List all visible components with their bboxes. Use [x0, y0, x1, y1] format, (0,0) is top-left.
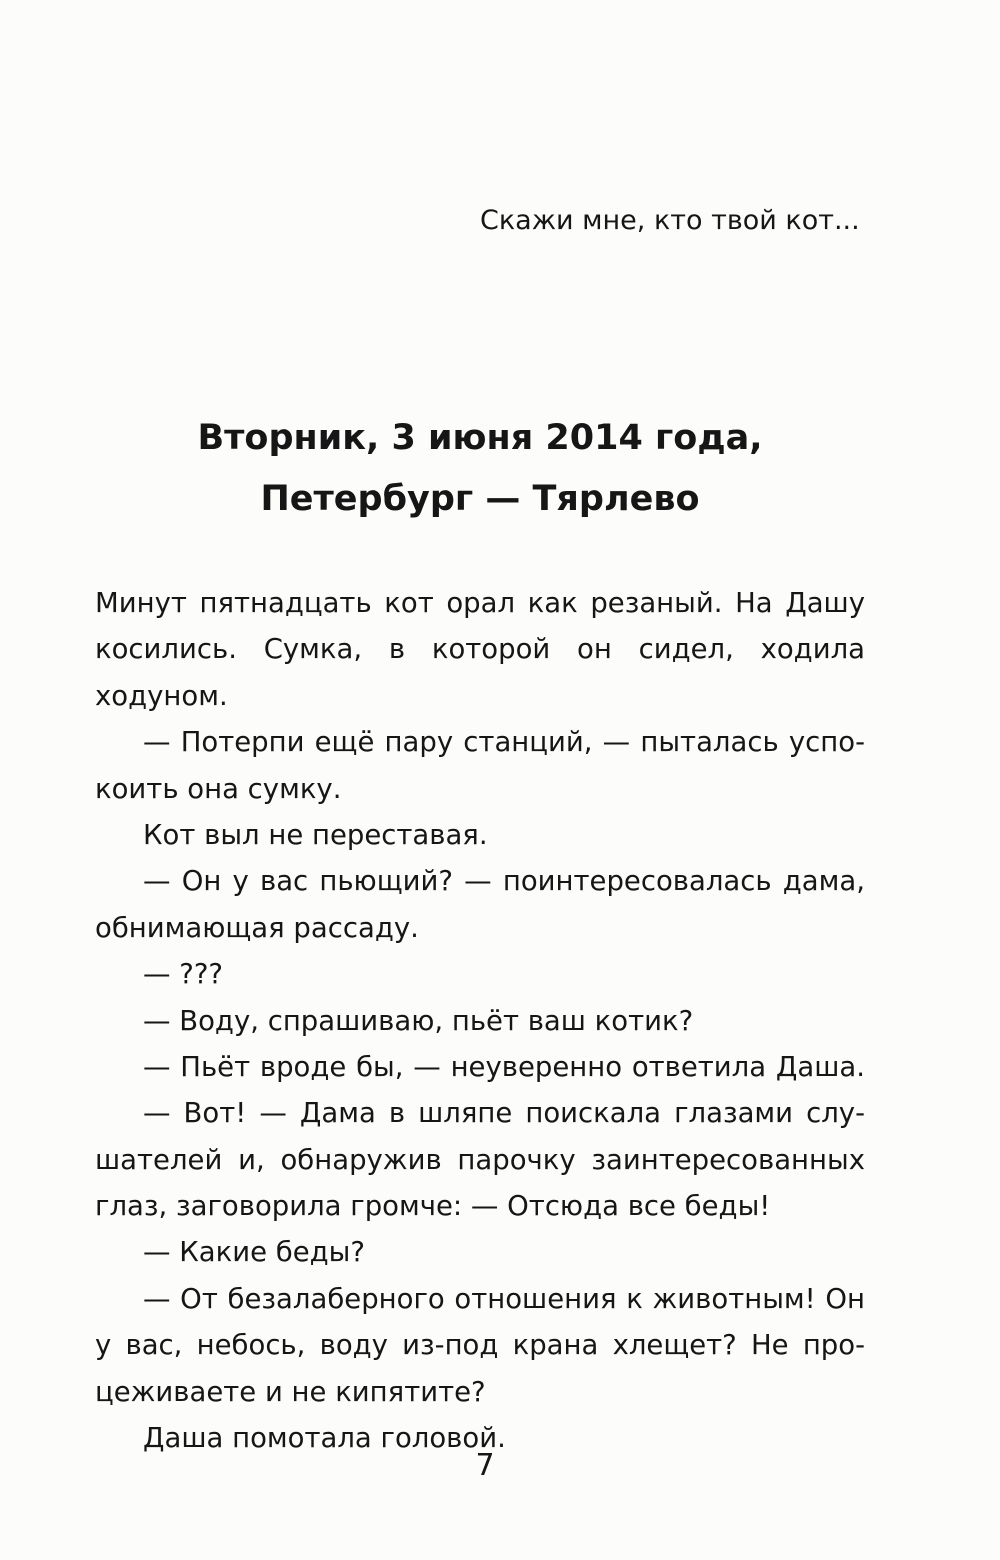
text-line: шателей и, обнаружив парочку заинтересованных [95, 1143, 865, 1176]
text-line: глаз, заговорила громче: — Отсюда все беды! [95, 1190, 771, 1223]
text-line: — ??? [143, 958, 224, 991]
text-line: — Какие беды? [143, 1236, 365, 1269]
text-line: Даша помотала головой. [143, 1422, 506, 1455]
text-line: коить она сумку. [95, 772, 342, 805]
body-text [95, 580, 865, 1461]
page-number: 7 [475, 1448, 495, 1483]
chapter-heading-date: Вторник, 3 июня 2014 года, [197, 418, 763, 458]
text-line: Кот выл не переставая. [143, 818, 488, 851]
text-line: — От безалаберного отношения к животным! Он [143, 1282, 865, 1315]
text-line: — Пьёт вроде бы, — неуверенно ответила Даша. [143, 1050, 865, 1083]
text-line: ходуном. [95, 679, 228, 712]
running-header: Скажи мне, кто твой кот... [480, 205, 860, 236]
text-line: — Он у вас пьющий? — поинтересовалась дама, [143, 865, 865, 898]
text-line: косились. Сумка, в которой он сидел, ходила [95, 633, 865, 666]
text-line: обнимающая рассаду. [95, 911, 419, 944]
text-line: — Вот! — Дама в шляпе поискала глазами слу- [143, 1097, 865, 1130]
text-line: — Воду, спрашиваю, пьёт ваш котик? [143, 1004, 694, 1037]
text-line: у вас, небось, воду из-под крана хлещет? Не про- [95, 1329, 865, 1362]
text-line: — Потерпи ещё пару станций, — пыталась успо- [143, 726, 865, 759]
text-line: Минут пятнадцать кот орал как резаный. На Дашу [95, 587, 865, 619]
chapter-heading-route: Петербург — Тярлево [260, 479, 700, 519]
chapter-heading [100, 408, 860, 530]
text-line: цеживаете и не кипятите? [95, 1375, 486, 1408]
